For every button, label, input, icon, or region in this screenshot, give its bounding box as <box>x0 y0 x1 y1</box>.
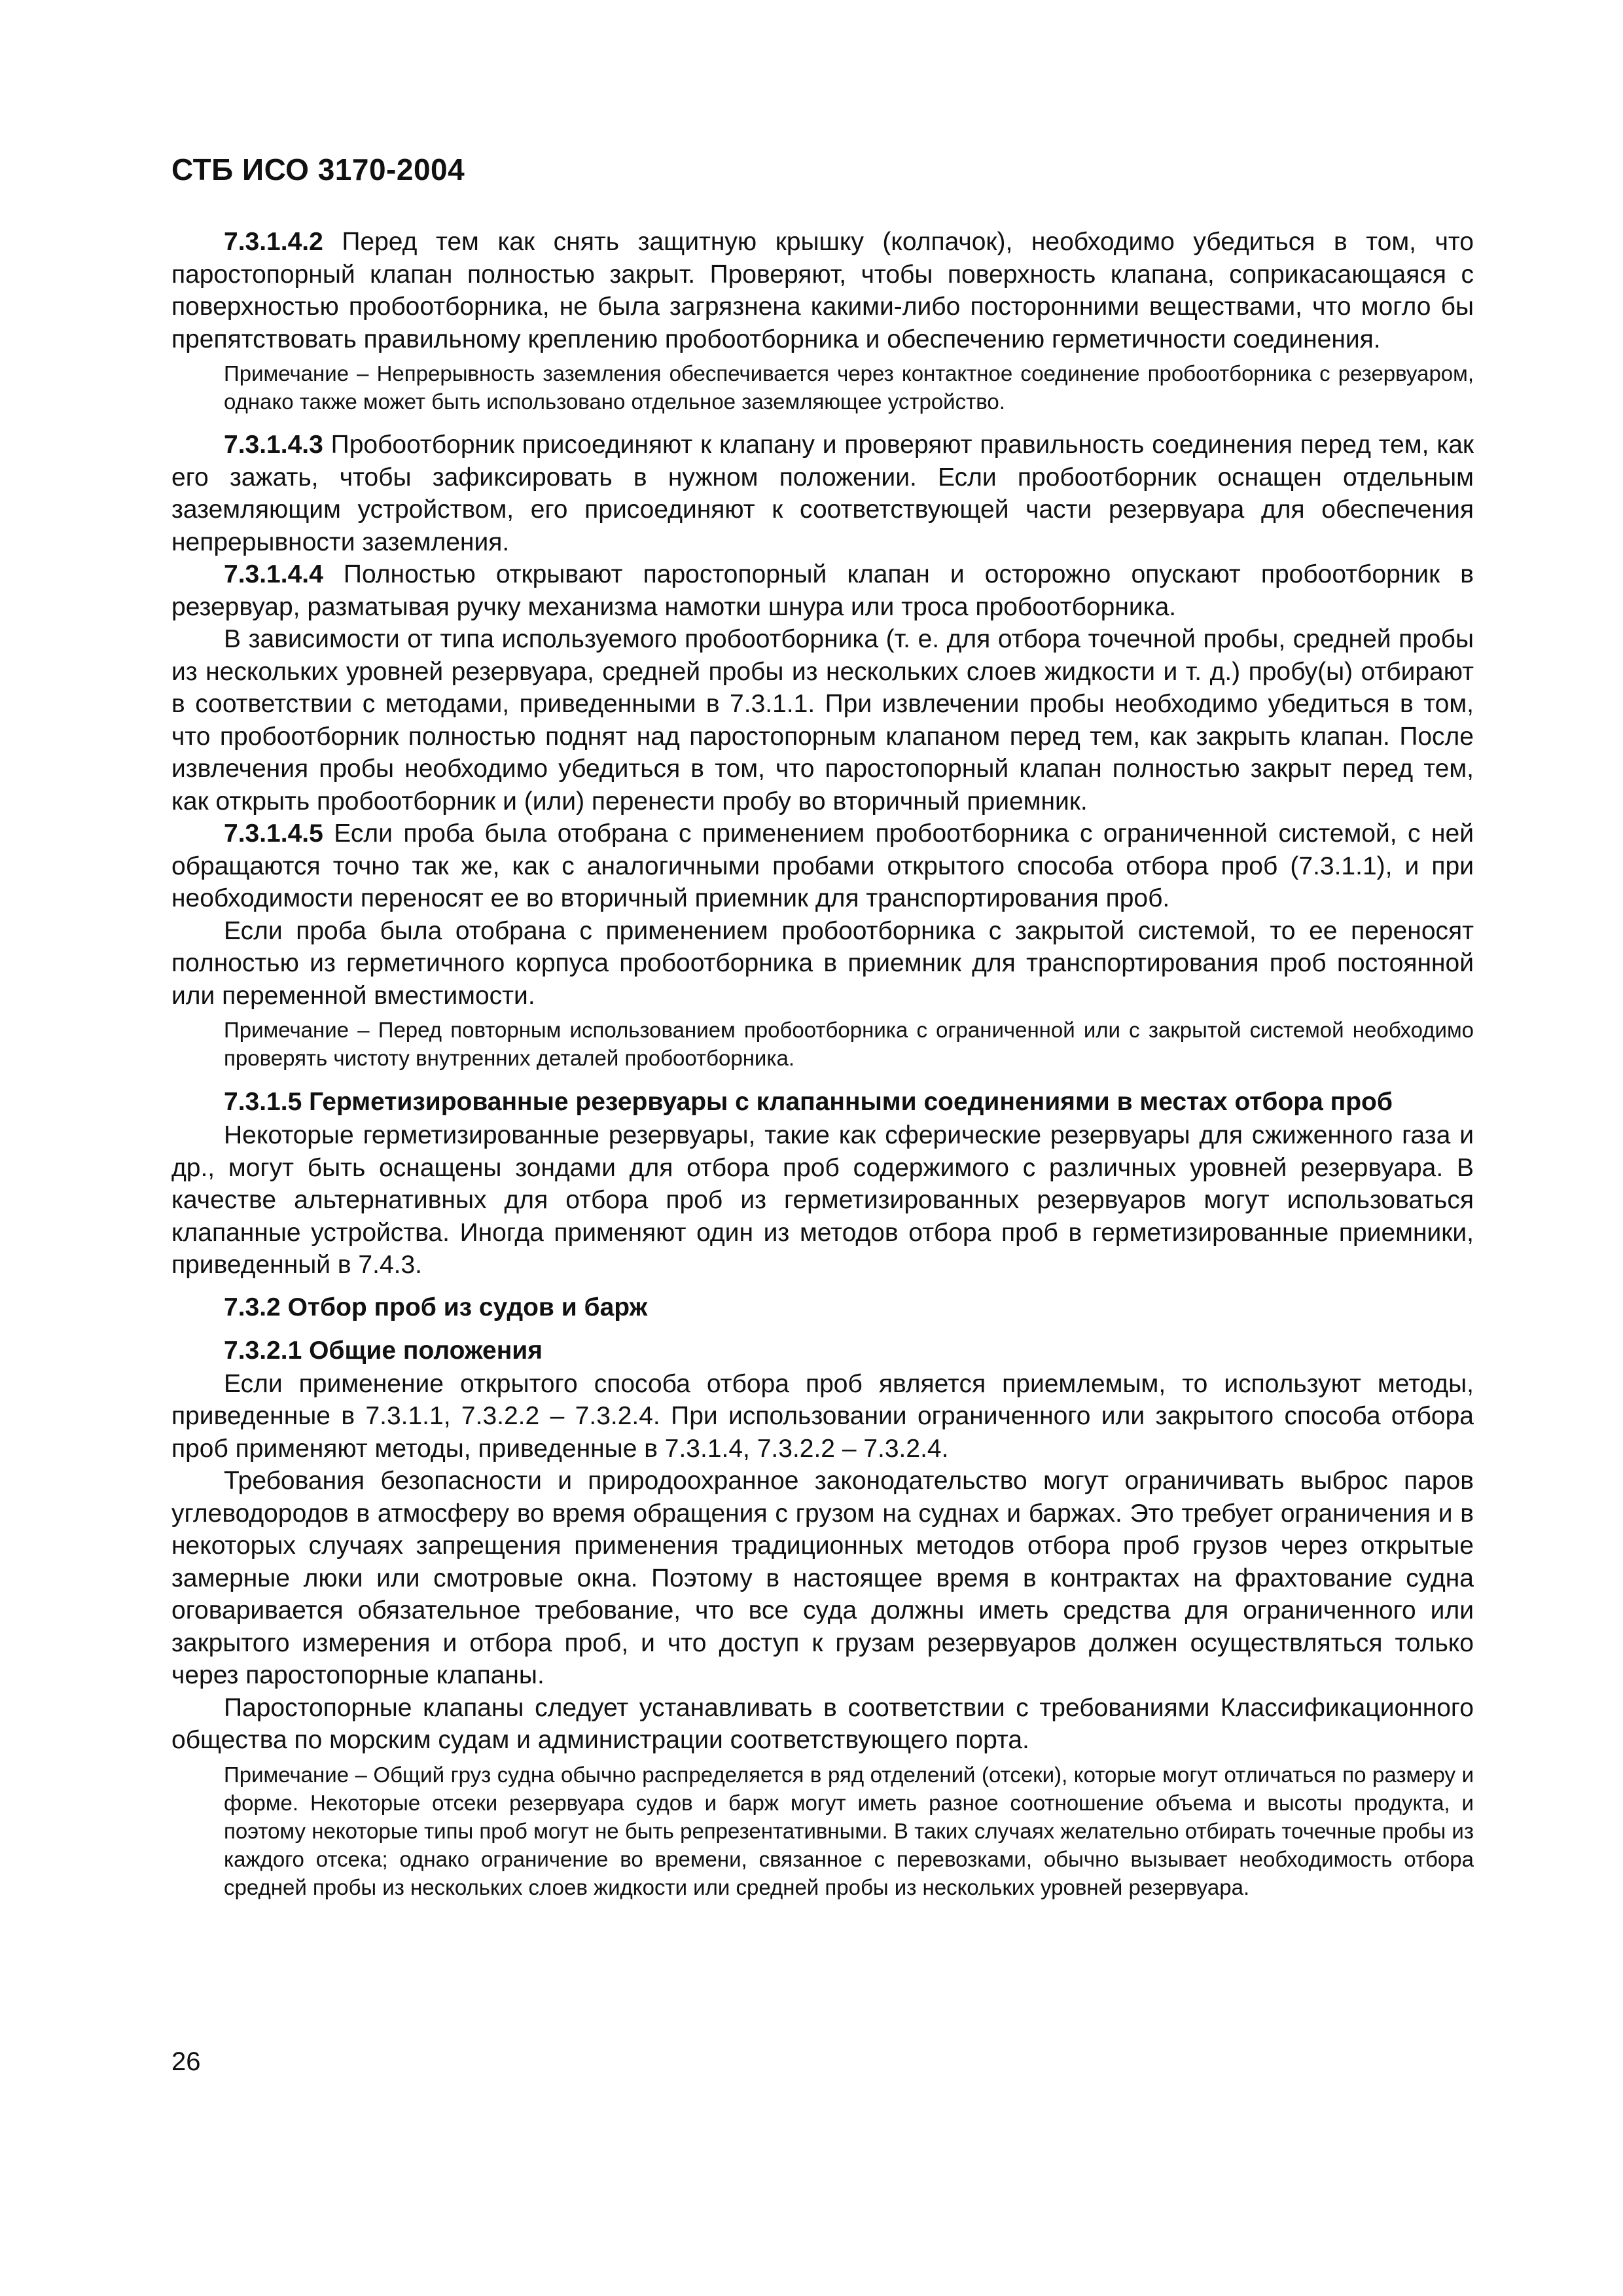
paragraph-text: Перед тем как снять защитную крышку (колпачок), необходимо убедиться в том, что паростопорный клапан полностью закрыт. Проверяют, чтобы поверхность клапана, соприкасающаяся с поверхностью пробоотборника, не была загрязнена какими-либо посторонними веществами, что могло бы препятствовать правильному креплению пробоотборника и обеспечению герметичности соединения. <box>171 228 1474 353</box>
paragraph-text: Если проба была отобрана с применением пробоотборника с ограниченной системой, с ней обращаются точно так же, как с аналогичными пробами открытого способа отбора проб (7.3.1.1), и при необходимости переносят ее во вторичный приемник для транспортирования проб. <box>171 819 1474 912</box>
heading-7-3-1-5: 7.3.1.5 Герметизированные резервуары с клапанными соединениями в местах отбора проб <box>224 1088 1393 1116</box>
heading-7-3-2-1: 7.3.2.1 Общие положения <box>224 1336 543 1365</box>
paragraph-text: Пробоотборник присоединяют к клапану и проверяют правильность соединения перед тем, как его зажать, чтобы зафиксировать в нужном положении. Если пробоотборник оснащен отдельным заземляющим устройством, его присоединяют к соответствующей части резервуара для обеспечения непрерывности заземления. <box>171 431 1474 556</box>
heading-7-3-2: 7.3.2 Отбор проб из судов и барж <box>224 1293 648 1321</box>
paragraph-valve-installation: Паростопорные клапаны следует устанавливать в соответствии с требованиями Классификационного общества по морским судам и администрации соответствующего порта. <box>171 1693 1474 1754</box>
paragraph-open-method: Если применение открытого способа отбора проб является приемлемым, то используют методы, приведенные в 7.3.1.1, 7.3.2.2 – 7.3.2.4. При использовании ограниченного или закрытого способа отбора проб применяют методы, приведенные в 7.3.1.4, 7.3.2.2 – 7.3.2.4. <box>171 1369 1474 1463</box>
paragraph-7-3-1-4-5 <box>171 817 1474 915</box>
paragraph-7-3-1-4-2 <box>171 226 1474 355</box>
note-grounding: Примечание – Непрерывность заземления обеспечивается через контактное соединение пробоотборника с резервуаром, однако также может быть использовано отдельное заземляющее устройство. <box>224 361 1474 414</box>
note-reuse: Примечание – Перед повторным использованием пробоотборника с ограниченной или с закрытой системой необходимо проверять чистоту внутренних деталей пробоотборника. <box>224 1018 1474 1070</box>
paragraph-text: Полностью открывают паростопорный клапан и осторожно опускают пробоотборник в резервуар, разматывая ручку механизма намотки шнура или троса пробоотборника. <box>171 560 1474 621</box>
document-code-header: СТБ ИСО 3170-2004 <box>171 152 465 187</box>
clause-number: 7.3.1.4.4 <box>224 560 323 588</box>
paragraph-safety-requirements: Требования безопасности и природоохранное законодательство могут ограничивать выброс паров углеводородов в атмосферу во время обращения с грузом на суднах и баржах. Это требует ограничения и в некоторых случаях запрещения применения традиционных методов отбора проб грузов через открытые замерные люки или смотровые окна. Поэтому в настоящее время в контрактах на фрахтование судна оговаривается обязательное требование, что все суда должны иметь средства для ограниченного или закрытого измерения и отбора проб, и что доступ к грузам резервуаров должен осуществляться только через паростопорные клапаны. <box>171 1467 1474 1689</box>
paragraph-7-3-1-4-3 <box>171 429 1474 558</box>
paragraph-pressurized-tanks: Некоторые герметизированные резервуары, такие как сферические резервуары для сжиженного газа и др., могут быть оснащены зондами для отбора проб содержимого с различных уровней резервуара. В качестве альтернативных для отбора проб из герметизированных резервуаров могут использоваться клапанные устройства. Иногда применяют один из методов отбора проб в герметизированные приемники, приведенный в 7.4.3. <box>171 1121 1474 1279</box>
note-ship-cargo: Примечание – Общий груз судна обычно распределяется в ряд отделений (отсеки), которые могут отличаться по размеру и форме. Некоторые отсеки резервуара судов и барж могут иметь разное соотношение объема и высоты продукта, и поэтому некоторые типы проб могут не быть репрезентативными. В таких случаях желательно отбирать точечные пробы из каждого отсека; однако ограничение во времени, связанное с перевозками, обычно вызывает необходимость отбора средней пробы из нескольких слоев жидкости или средней пробы из нескольких уровней резервуара. <box>224 1762 1474 1899</box>
clause-number: 7.3.1.4.5 <box>224 819 323 848</box>
paragraph-7-3-1-4-4 <box>171 558 1474 623</box>
document-body <box>171 226 1474 1914</box>
paragraph-closed-system: Если проба была отобрана с применением пробоотборника с закрытой системой, то ее переносят полностью из герметичного корпуса пробоотборника в приемник для транспортирования проб постоянной или переменной вместимости. <box>171 916 1474 1010</box>
clause-number: 7.3.1.4.3 <box>224 431 323 459</box>
paragraph-sampler-type: В зависимости от типа используемого пробоотборника (т. е. для отбора точечной пробы, средней пробы из нескольких уровней резервуара, средней пробы из нескольких слоев жидкости и т. д.) пробу(ы) отбирают в соответствии с методами, приведенными в 7.3.1.1. При извлечении пробы необходимо убедиться в том, что пробоотборник полностью поднят над паростопорным клапаном перед тем, как закрыть клапан. После извлечения пробы необходимо убедиться в том, что паростопорный клапан полностью закрыт перед тем, как открыть пробоотборник и (или) перенести пробу во вторичный приемник. <box>171 625 1474 816</box>
clause-number: 7.3.1.4.2 <box>224 228 323 256</box>
page-number: 26 <box>171 2047 201 2076</box>
